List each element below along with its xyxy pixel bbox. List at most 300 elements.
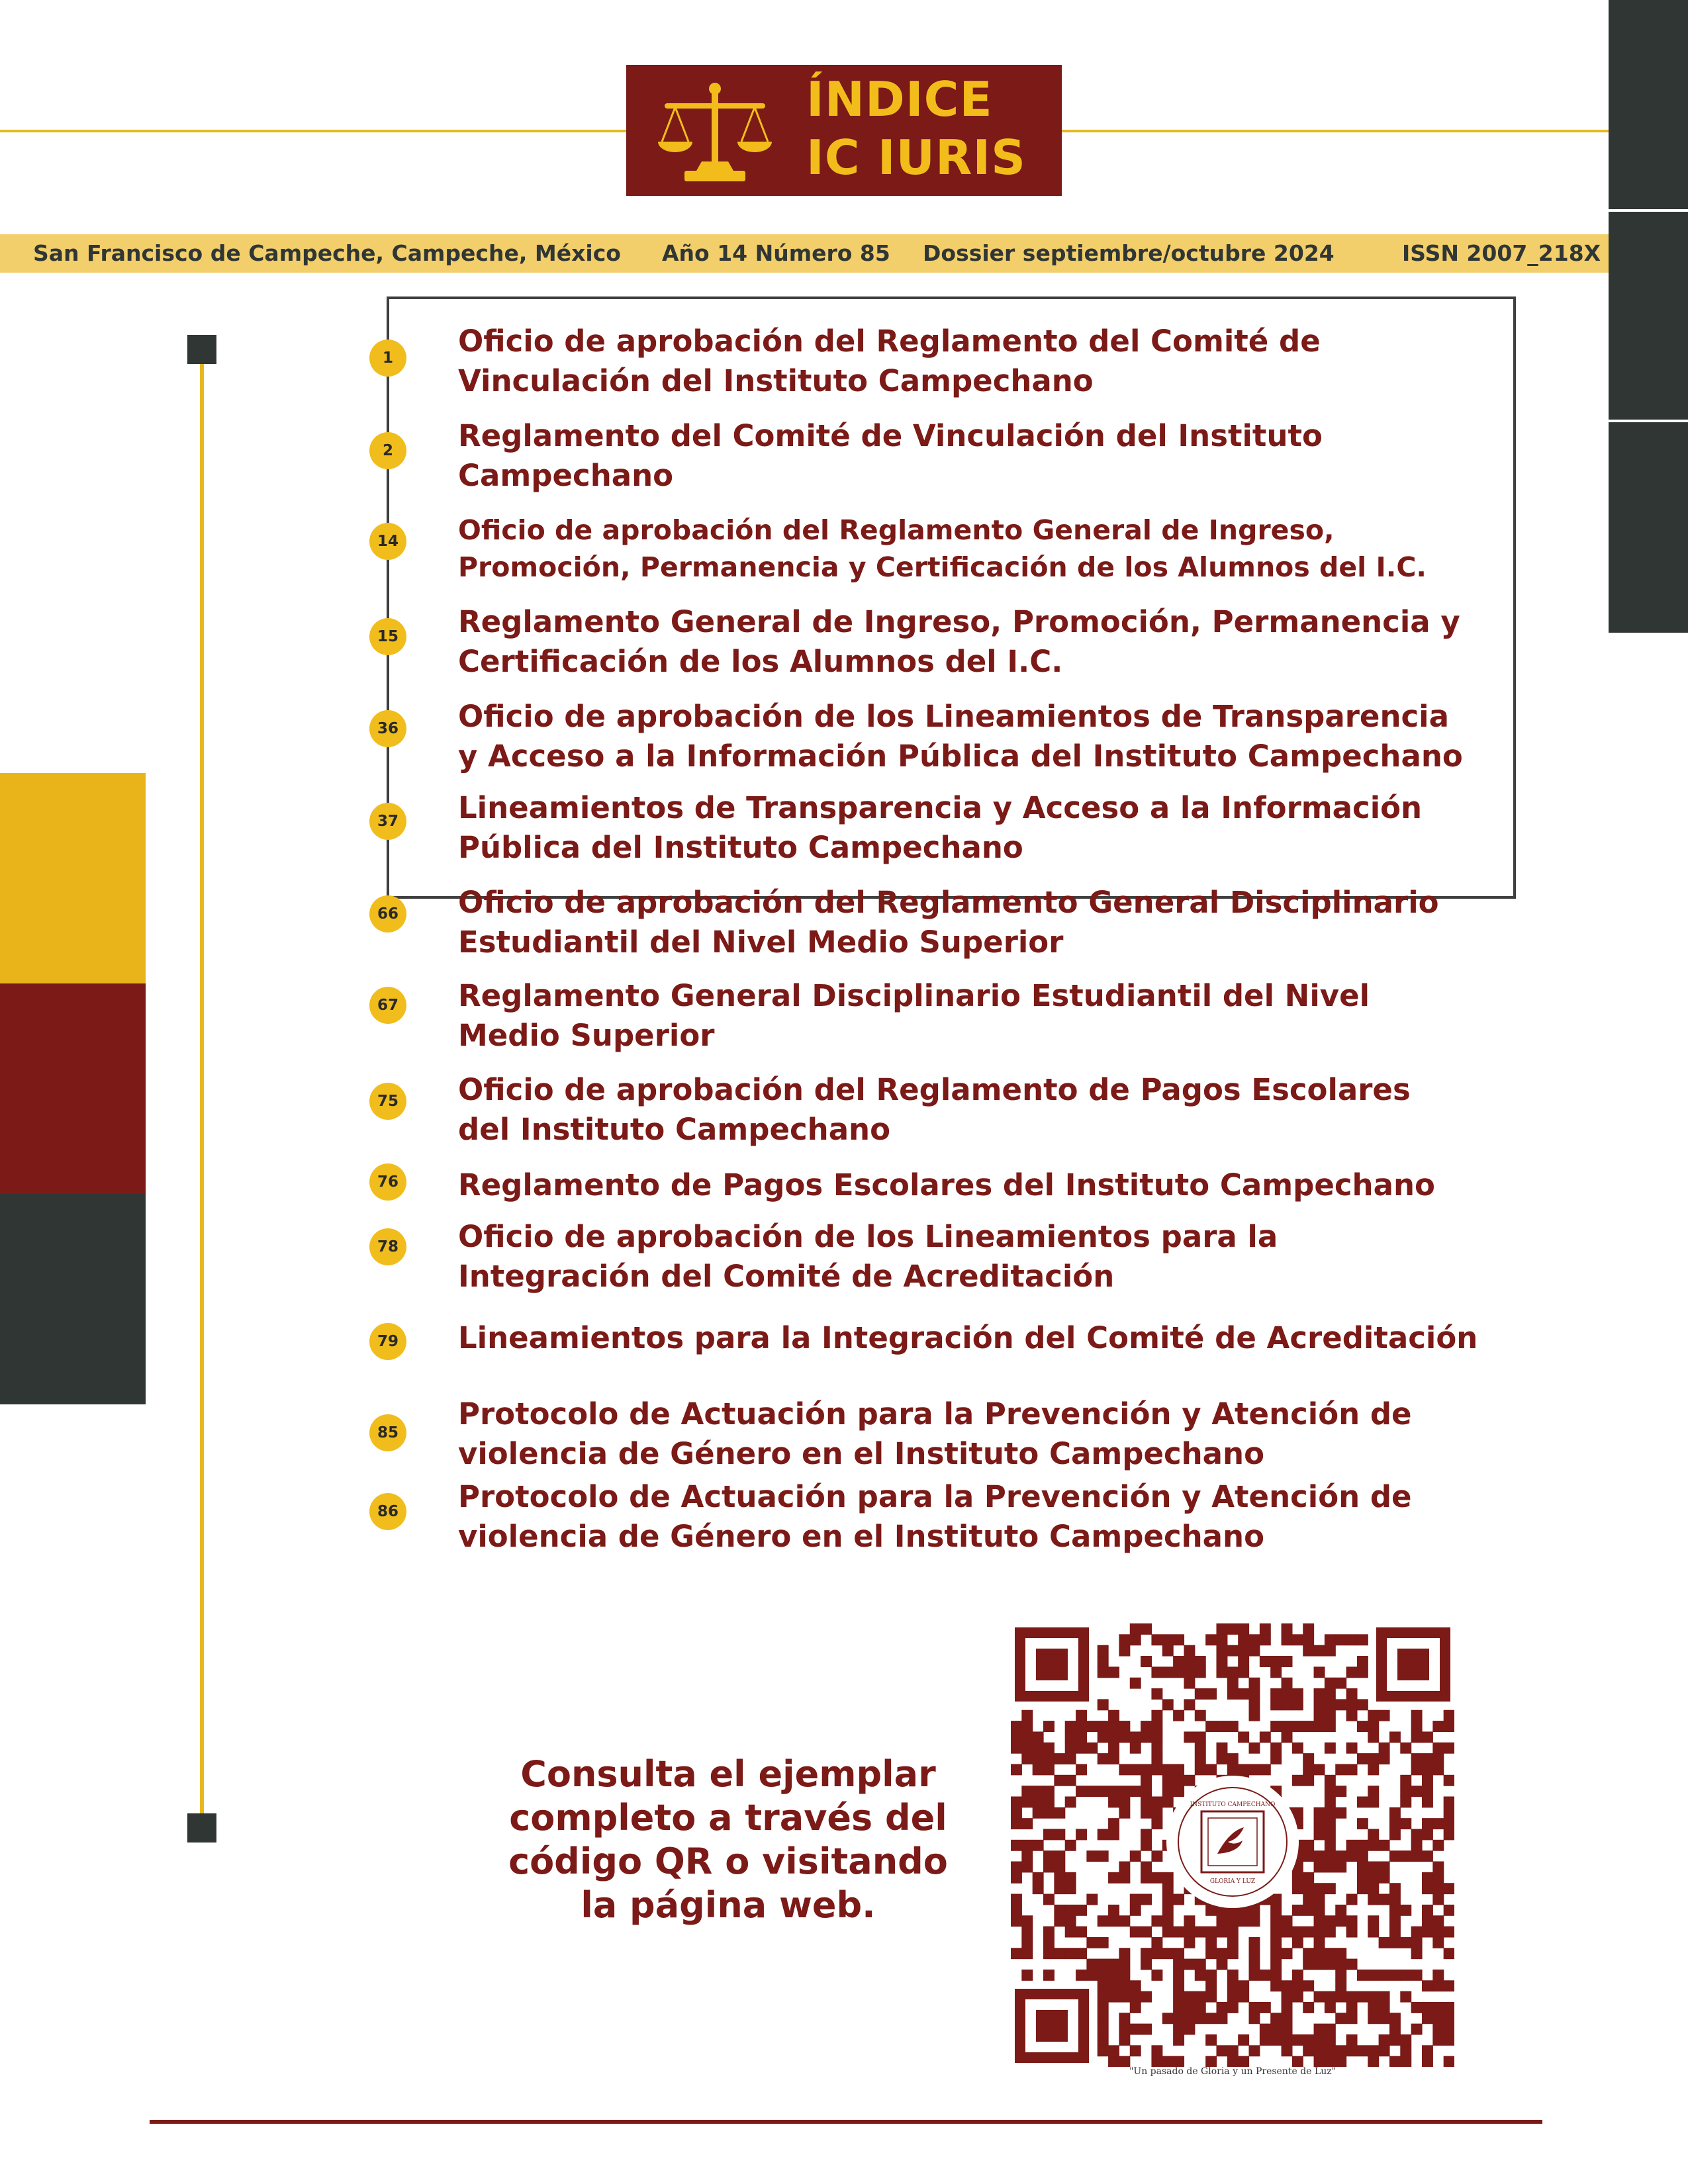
qr-module [1325,2056,1336,2067]
qr-module [1389,1927,1401,1938]
qr-module [1325,1786,1336,1797]
qr-module [1325,1699,1336,1710]
qr-module [1249,1948,1260,1959]
qr-module [1314,1927,1325,1938]
qr-module [1314,1721,1325,1732]
qr-module [1173,1666,1184,1678]
qr-module [1422,1775,1433,1786]
qr-module [1357,1840,1368,1851]
qr-module [1021,1927,1033,1938]
qr-module [1108,2056,1119,2067]
qr-module [1422,1980,1433,1991]
qr-module [1184,2013,1195,2024]
qr-module [1130,1980,1141,1991]
qr-module [1065,1721,1076,1732]
qr-module [1270,1980,1282,1991]
qr-module [1335,1948,1346,1959]
qr-module [1432,1862,1444,1873]
qr-module [1216,1656,1227,1667]
toc-entry[interactable]: Protocolo de Actuación para la Prevención y Atención de violencia de Género en el Instituto Campechano [458,1396,1412,1471]
toc-entry[interactable]: Oficio de aprobación del Reglamento General Disciplinario Estudiantil del Nivel Medio Superior [458,885,1439,960]
qr-module [1054,1872,1065,1884]
toc-entry[interactable]: Protocolo de Actuación para la Prevención y Atención de violencia de Género en el Instituto Campechano [458,1479,1412,1554]
qr-module [1098,1850,1109,1862]
qr-module [1357,1796,1368,1807]
qr-module [1184,1731,1195,1743]
qr-module [1119,1807,1130,1819]
qr-module [1303,1775,1314,1786]
qr-module [1249,1905,1260,1916]
qr-module [1282,1678,1293,1689]
qr-module [1335,1905,1346,1916]
qr-module [1292,1970,1303,1981]
qr-module [1011,1743,1022,1754]
qr-module [1422,2002,1433,2013]
qr-module [1098,2013,1109,2024]
qr-module [1379,1991,1390,2003]
qr-module [1141,1829,1152,1840]
qr-module [1411,1786,1423,1797]
qr-module [1098,1645,1109,1657]
qr-module [1054,1915,1065,1927]
qr-module [1098,1970,1109,1981]
qr-module [1303,1721,1314,1732]
qr-module [1227,2045,1239,2056]
qr-module [1422,1764,1433,1775]
qr-module [1346,1688,1358,1700]
toc-entry[interactable]: Oficio de aprobación del Reglamento General de Ingreso, Promoción, Permanencia y Certificación de los Alumnos del I.C. [458,514,1427,583]
qr-module [1130,2024,1141,2035]
qr-module [1303,1764,1314,1775]
qr-module [1141,1764,1152,1775]
qr-module [1282,2013,1293,2024]
qr-module [1270,1699,1282,1710]
qr-module [1098,1666,1109,1678]
qr-module [1119,1948,1130,1959]
right-tab-2 [1609,212,1688,420]
qr-module [1314,2056,1325,2067]
qr-module [1314,1829,1325,1840]
qr-module [1173,1980,1184,1991]
qr-module [1119,1970,1130,1981]
qr-module [1173,2024,1184,2035]
qr-module [1260,2002,1271,2013]
qr-module [1141,1894,1152,1905]
qr-module [1249,2013,1260,2024]
qr-module [1357,1753,1368,1764]
qr-module [1011,1915,1022,1927]
qr-module [1173,1991,1184,2003]
qr-module [1141,1872,1152,1884]
qr-module [1314,1699,1325,1710]
qr-module [1357,1970,1368,1981]
qr-module [1033,1786,1044,1797]
qr-module [1108,1905,1119,1916]
toc-entry[interactable]: Oficio de aprobación de los Lineamientos de Transparencia y Acceso a la Información Pública del Instituto Campechano [458,699,1463,774]
qr-module [1205,1991,1217,2003]
qr-module [1162,1645,1174,1657]
qr-module [1216,1645,1227,1657]
qr-module [1325,1959,1336,1970]
qr-module [1314,1905,1325,1916]
qr-module [1346,1764,1358,1775]
qr-module [1205,1634,1217,1645]
qr-module [1432,1894,1444,1905]
toc-entry[interactable]: Oficio de aprobación del Reglamento del Comité de Vinculación del Instituto Campechano [458,324,1321,398]
qr-module [1260,2034,1271,2046]
qr-module [1249,1959,1260,1970]
qr-module [1368,1970,1379,1981]
qr-module [1076,1970,1087,1981]
qr-module [1238,1645,1249,1657]
qr-module [1098,2045,1109,2056]
qr-module [1227,2056,1239,2067]
qr-module [1292,2034,1303,2046]
toc-entry[interactable]: Reglamento General de Ingreso, Promoción, Permanencia y Certificación de los Alumnos del I.C. [458,604,1460,679]
qr-module [1335,1850,1346,1862]
qr-module [1054,1753,1065,1764]
toc-entry[interactable]: Oficio de aprobación del Reglamento de Pagos Escolares del Instituto Campechano [458,1072,1411,1147]
qr-module [1130,1905,1141,1916]
qr-module [1108,1796,1119,1807]
qr-module [1346,2034,1358,2046]
qr-module [1325,1721,1336,1732]
qr-module [1389,1894,1401,1905]
qr-module [1422,2056,1433,2067]
qr-module [1238,1915,1249,1927]
qr-module [1151,1634,1162,1645]
qr-module [1314,1688,1325,1700]
qr-module [1195,1710,1206,1721]
qr-module [1292,1775,1303,1786]
qr-module [1108,1666,1119,1678]
qr-module [1249,2002,1260,2013]
qr-module [1108,1753,1119,1764]
qr-module [1270,1656,1282,1667]
qr-module [1065,1905,1076,1916]
qr-module [1314,2034,1325,2046]
page-badge: 76 [369,1163,406,1201]
toc-entry[interactable]: Reglamento General Disciplinario Estudiantil del Nivel Medio Superior [458,978,1370,1053]
qr-module [1108,1872,1119,1884]
qr-module [1205,1937,1217,1948]
qr-module [1303,1840,1314,1851]
qr-module [1335,1764,1346,1775]
qr-module [1130,1894,1141,1905]
qr-module [1173,2056,1184,2067]
qr-module [1282,1991,1293,2003]
qr-module [1325,1883,1336,1894]
qr-module [1043,1927,1055,1938]
qr-module [1011,1818,1022,1829]
qr-module [1432,1883,1444,1894]
qr-module [1130,1850,1141,1862]
qr-module [1011,1862,1022,1873]
qr-module [1335,1862,1346,1873]
title-line-2: IC IURIS [806,130,1027,185]
right-tab-3 [1609,422,1688,633]
qr-module [1216,1927,1227,1938]
qr-module [1422,1753,1433,1764]
toc-entry[interactable]: Lineamientos para la Integración del Comité de Acreditación [458,1320,1478,1355]
qr-module [1357,1862,1368,1873]
toc-entry[interactable]: Lineamientos de Transparencia y Acceso a la Información Pública del Instituto Campechano [458,790,1423,865]
qr-module [1130,1991,1141,2003]
qr-module [1151,1850,1162,1862]
qr-module [1357,1699,1368,1710]
qr-module [1033,1807,1044,1819]
qr-module [1141,1959,1152,1970]
qr-module [1400,1970,1411,1981]
qr-module [1205,1970,1217,1981]
qr-module [1173,1710,1184,1721]
qr-module [1270,2024,1282,2035]
qr-module [1195,2013,1206,2024]
qr-module [1141,1807,1152,1819]
qr-module [1368,1731,1379,1743]
qr-module [1021,1840,1033,1851]
page-badge: 79 [369,1323,406,1360]
qr-module [1238,1623,1249,1635]
qr-module [1303,1645,1314,1657]
page-badge: 85 [369,1414,406,1451]
qr-module [1432,1840,1444,1851]
qr-module [1238,1980,1249,1991]
qr-module [1151,1710,1162,1721]
qr-module [1444,1948,1454,1959]
qr-module [1195,1927,1206,1938]
qr-module [1227,1721,1239,1732]
qr-module [1292,1688,1303,1700]
qr-module [1368,1862,1379,1873]
qr-module [1011,1948,1022,1959]
qr-module [1141,2024,1152,2035]
qr-module [1184,1927,1195,1938]
qr-code[interactable] [1011,1623,1454,2067]
qr-module [1227,1645,1239,1657]
qr-module [1249,1710,1260,1721]
qr-module [1227,1970,1239,1981]
qr-module [1368,1894,1379,1905]
qr-module [1098,2024,1109,2035]
qr-module [1249,1970,1260,1981]
qr-module [1098,2002,1109,2013]
qr-module [1227,1623,1239,1635]
qr-module [1184,1666,1195,1678]
qr-module [1108,1731,1119,1743]
qr-module [1368,1840,1379,1851]
qr-module [1033,1731,1044,1743]
qr-module [1098,1656,1109,1667]
qr-module [1043,1807,1055,1819]
qr-module [1325,1743,1336,1754]
qr-module [1130,1731,1141,1743]
qr-module [1368,1721,1379,1732]
toc-entry[interactable]: Reglamento del Comité de Vinculación del Instituto Campechano [458,418,1323,493]
qr-module [1444,1883,1454,1894]
qr-module [1173,1959,1184,1970]
qr-module [1227,1980,1239,1991]
qr-module [1021,1753,1033,1764]
qr-module [1432,1743,1444,1754]
qr-module [1238,1656,1249,1667]
qr-module [1054,1775,1065,1786]
qr-module [1151,1915,1162,1927]
qr-module [1011,1731,1022,1743]
qr-module [1141,1927,1152,1938]
qr-module [1162,2013,1174,2024]
qr-module [1325,1991,1336,2003]
page-badge: 78 [369,1228,406,1265]
qr-module [1151,1731,1162,1743]
qr-module [1162,1764,1174,1775]
qr-module [1249,1678,1260,1689]
qr-module [1108,2045,1119,2056]
qr-module [1444,1721,1454,1732]
qr-module [1065,1915,1076,1927]
qr-module [1400,1937,1411,1948]
qr-module [1205,1948,1217,1959]
qr-module [1119,2013,1130,2024]
qr-module [1151,1970,1162,1981]
qr-module [1205,1764,1217,1775]
qr-module [1086,1959,1098,1970]
qr-module [1216,2045,1227,2056]
qr-module [1303,2002,1314,2013]
qr-module [1151,1807,1162,1819]
qr-module [1205,1927,1217,1938]
institution-motto: "Un pasado de Gloria y un Presente de Luz" [1129,2066,1336,2077]
timeline-line [200,351,204,1827]
qr-module [1282,2024,1293,2035]
qr-module [1195,1764,1206,1775]
qr-module [1043,1796,1055,1807]
qr-module [1205,2034,1217,2046]
qr-module [1292,1991,1303,2003]
qr-module [1422,2045,1433,2056]
qr-module [1335,1786,1346,1797]
qr-module [1119,2056,1130,2067]
qr-module [1260,1656,1271,1667]
qr-module [1314,2024,1325,2035]
qr-module [1314,1666,1325,1678]
page-badge: 15 [369,618,406,655]
qr-module [1238,2034,1249,2046]
qr-module [1357,1850,1368,1862]
qr-module [1173,1764,1184,1775]
qr-module [1119,1915,1130,1927]
qr-module [1282,1656,1293,1667]
qr-module [1130,1927,1141,1938]
qr-module [1325,1710,1336,1721]
qr-module [1108,1991,1119,2003]
qr-module [1021,1743,1033,1754]
qr-module [1444,1743,1454,1754]
qr-module [1346,1915,1358,1927]
qr-module [1086,1894,1098,1905]
qr-module [1021,1937,1033,1948]
qr-module [1325,1862,1336,1873]
qr-module [1130,1634,1141,1645]
qr-module [1108,1959,1119,1970]
page-badge: 75 [369,1083,406,1120]
qr-module [1400,1905,1411,1916]
qr-module [1098,1980,1109,1991]
qr-module [1368,1753,1379,1764]
qr-module [1076,1927,1087,1938]
qr-module [1216,1666,1227,1678]
qr-module [1119,1764,1130,1775]
qr-module [1379,1753,1390,1764]
qr-module [1162,1634,1174,1645]
qr-module [1086,1743,1098,1754]
toc-entry[interactable]: Oficio de aprobación de los Lineamientos para la Integración del Comité de Acreditación [458,1219,1278,1294]
qr-module [1335,1915,1346,1927]
qr-module [1444,2013,1454,2024]
qr-module [1076,1710,1087,1721]
qr-module [1282,1927,1293,1938]
qr-module [1195,1666,1206,1678]
qr-module [1151,1764,1162,1775]
qr-module [1086,1786,1098,1797]
qr-module [1141,1991,1152,2003]
qr-module [1021,1721,1033,1732]
qr-module [1119,1721,1130,1732]
qr-module [1314,1645,1325,1657]
qr-module [1400,2045,1411,2056]
qr-seal-bottom: GLORIA Y LUZ [1209,1878,1256,1885]
footer-rule [150,2120,1542,2124]
qr-module [1432,2034,1444,2046]
qr-module [1108,1829,1119,1840]
qr-module [1282,2034,1293,2046]
qr-module [1098,2034,1109,2046]
qr-module [1325,1915,1336,1927]
qr-module [1357,1872,1368,1884]
page-badge: 14 [369,523,406,560]
qr-module [1357,1634,1368,1645]
qr-module [1270,1970,1282,1981]
qr-module [1444,1927,1454,1938]
qr-module [1033,1840,1044,1851]
qr-module [1314,1915,1325,1927]
qr-module [1119,2034,1130,2046]
qr-module [1270,2013,1282,2024]
toc-entry[interactable]: Reglamento de Pagos Escolares del Instituto Campechano [458,1167,1435,1203]
qr-module [1238,1991,1249,2003]
qr-module [1335,1970,1346,1981]
qr-module [1216,1915,1227,1927]
qr-module [1389,1731,1401,1743]
qr-module [1325,2002,1336,2013]
qr-module [1400,2034,1411,2046]
qr-module [1357,1991,1368,2003]
qr-module [1314,1710,1325,1721]
qr-module [1227,1948,1239,1959]
qr-module [1335,1991,1346,2003]
qr-module [1098,1699,1109,1710]
qr-module [1162,1786,1174,1797]
qr-module [1162,1894,1174,1905]
qr-module [1065,1743,1076,1754]
qr-module [1314,1818,1325,1829]
qr-module [1173,2013,1184,2024]
qr-module [1108,1710,1119,1721]
qr-module [1033,1753,1044,1764]
qr-module [1422,1850,1433,1862]
qr-module [1151,2045,1162,2056]
qr-module [1119,1796,1130,1807]
